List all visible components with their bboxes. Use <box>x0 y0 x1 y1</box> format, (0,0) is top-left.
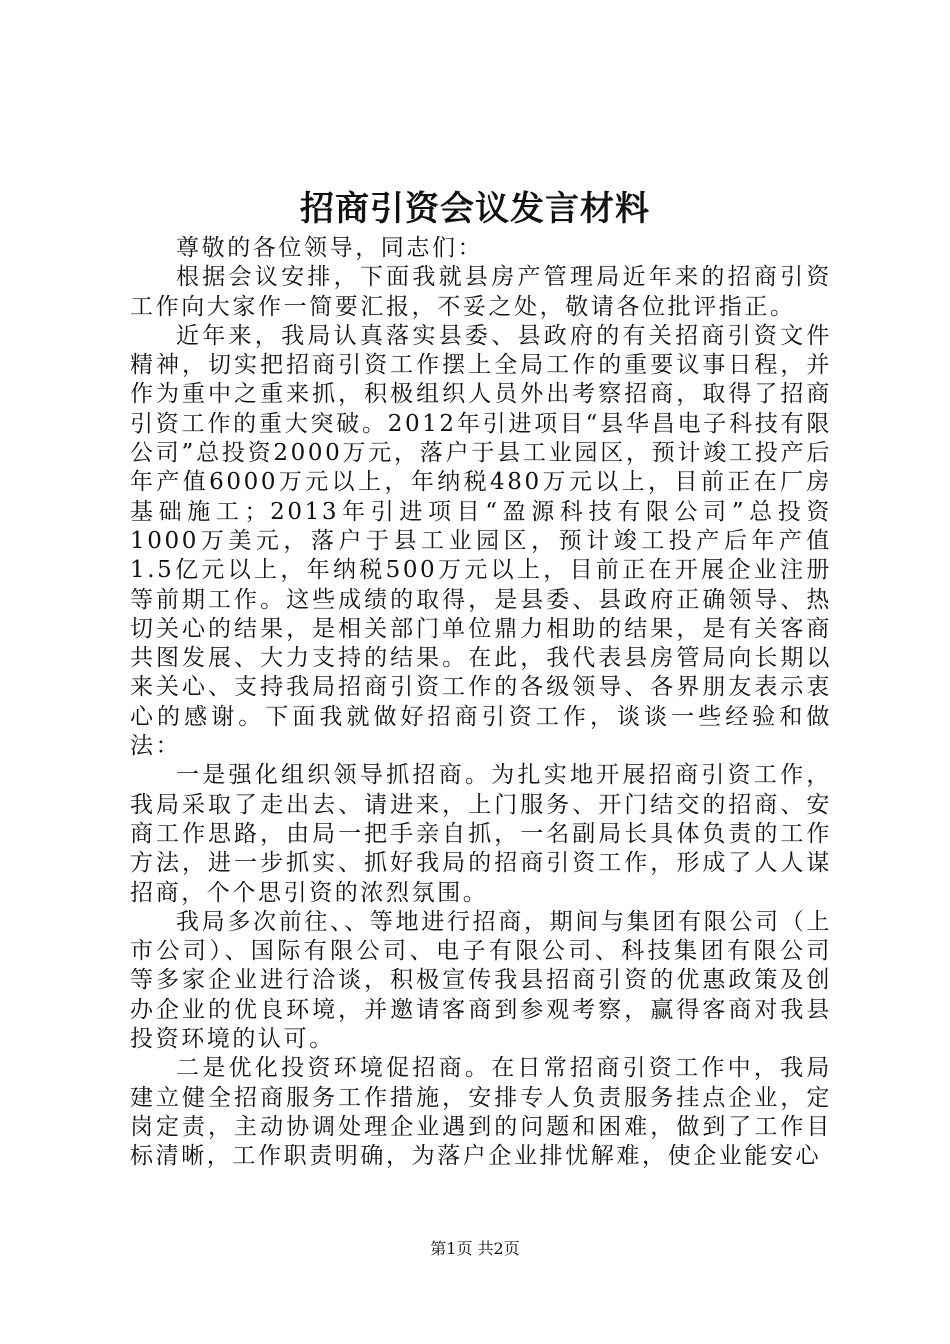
paragraph-organization-leadership: 一是强化组织领导抓招商。为扎实地开展招商引资工作，我局采取了走出去、请进来，上门服务、开门结交的招商、安商工作思路，由局一把手亲自抓，一名副局长具体负责的工作方法，进一步抓实、抓好我局的招商引资工作，形成了人人谋招商，个个思引资的浓烈氛围。 <box>130 762 832 906</box>
paragraph-achievements: 近年来，我局认真落实县委、县政府的有关招商引资文件精神，切实把招商引资工作摆上全局工作的重要议事日程，并作为重中之重来抓，积极组织人员外出考察招商，取得了招商引资工作的重大突破。2012年引进项目“县华昌电子科技有限公司”总投资2000万元，落户于县工业园区，预计竣工投产后年产值6000万元以上，年纳税480万元以上，目前正在厂房基础施工；2013年引进项目“盈源科技有限公司”总投资1000万美元，落户于县工业园区，预计竣工投产后年产值1.5亿元以上，年纳税500万元以上，目前正在开展企业注册等前期工作。这些成绩的取得，是县委、县政府正确领导、热切关心的结果，是相关部门单位鼎力相助的结果，是有关客商共图发展、大力支持的结果。在此，我代表县房管局向长期以来关心、支持我局招商引资工作的各级领导、各界朋友表示衷心的感谢。下面我就做好招商引资工作，谈谈一些经验和做法： <box>130 322 832 760</box>
paragraph-investment-environment: 二是优化投资环境促招商。在日常招商引资工作中，我局建立健全招商服务工作措施，安排专人负责服务挂点企业，定岗定责，主动协调处理企业遇到的问题和困难，做到了工作目标清晰，工作职责明确，为落户企业排忧解难，使企业能安心 <box>130 1055 832 1170</box>
paragraph-introduction: 根据会议安排，下面我就县房产管理局近年来的招商引资工作向大家作一简要汇报，不妥之处，敬请各位批评指正。 <box>130 264 832 320</box>
paragraph-investment-trips: 我局多次前往、、等地进行招商，期间与集团有限公司（上市公司）、国际有限公司、电子有限公司、科技集团有限公司等多家企业进行洽谈，积极宣传我县招商引资的优惠政策及创办企业的优良环境，并邀请客商到参观考察，赢得客商对我县投资环境的认可。 <box>130 908 832 1053</box>
document-body <box>130 234 832 1172</box>
paragraph-salutation: 尊敬的各位领导，同志们： <box>176 235 484 261</box>
page-number-footer: 第1页 共2页 <box>430 1239 520 1258</box>
document-title: 招商引资会议发言材料 <box>300 189 650 229</box>
